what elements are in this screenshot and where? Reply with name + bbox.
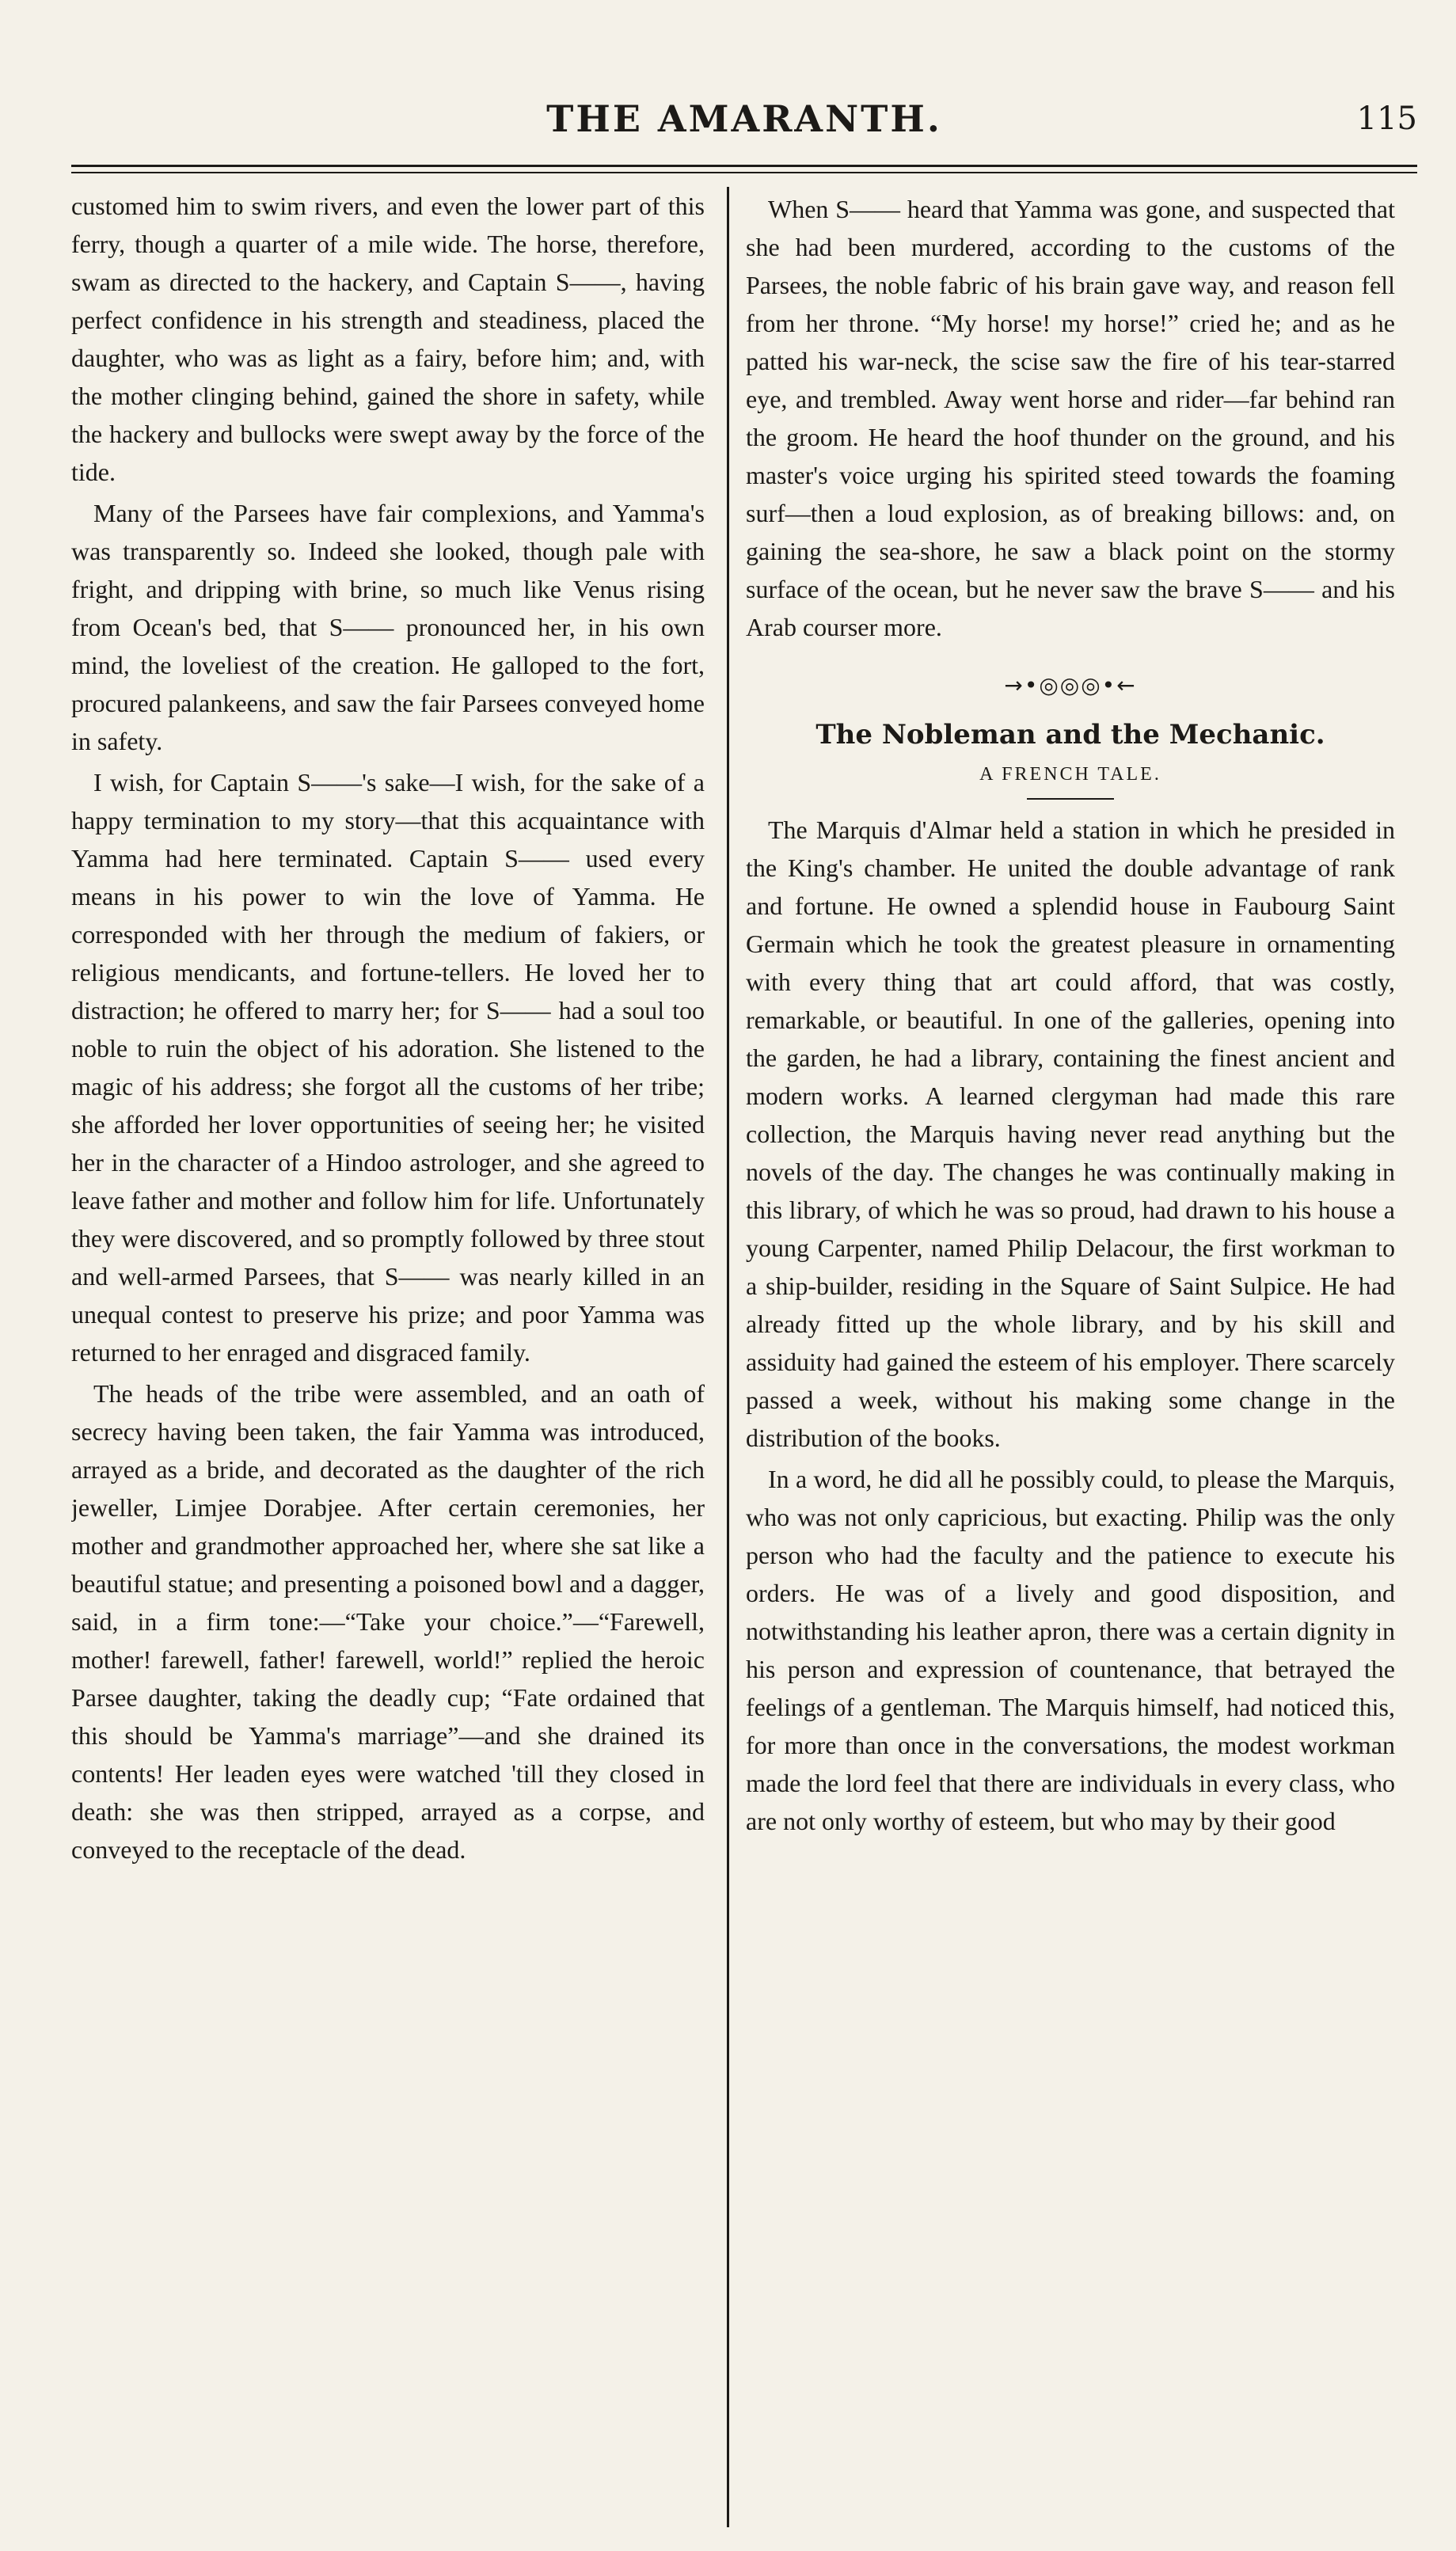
title-rule (1027, 798, 1114, 800)
paragraph: When S—— heard that Yamma was gone, and suspected that she had been murdered, according to the customs of the Parsees, the noble fabric of his brain gave way, and reason fell from her throne. “My horse! my horse!” cried he; and as he patted his war-neck, the scise saw the fire of his tear-starred eye, and trembled. Away went horse and rider—far behind ran the groom. He heard the hoof thunder on the ground, and his master's voice urging his spirited steed towards the foaming surf—then a loud explosion, as of breaking billows: and, on gaining the sea-shore, he saw a black point on the stormy surface of the ocean, but he never saw the brave S—— and his Arab courser more. (746, 195, 1395, 641)
header-double-rule (71, 165, 1417, 176)
paragraph: Many of the Parsees have fair complexions, and Yamma's was transparently so. Indeed she looked, though pale with fright, and dripping with brine, so much like Venus rising from Ocean's bed, that S—— pronounced her, in his own mind, the loveliest of the creation. He galloped to the fort, procured palankeens, and saw the fair Parsees conveyed home in safety. (71, 499, 705, 755)
paragraph-continued: customed him to swim rivers, and even the lower part of this ferry, though a quarter of a mile wide. The horse, therefore, swam as directed to the hackery, and Captain S——, having perfect confidence in his strength and steadiness, placed the daughter, who was as light as a fairy, before him; and, with the mother clinging behind, gained the shore in safety, while the hackery and bullocks were swept away by the force of the tide. (71, 192, 705, 486)
paragraph: The heads of the tribe were assembled, and an oath of secrecy having been taken, the fair Yamma was introduced, arrayed as a bride, and decorated as the daughter of the rich jeweller, Limjee Dorabjee. After certain ceremonies, her mother and grandmother approached her, where she sat like a beautiful statue; and presenting a poisoned bowl and a dagger, said, in a firm tone:—“Take your choice.”—“Farewell, mother! farewell, father! farewell, world!” replied the heroic Parsee daughter, taking the deadly cup; “Fate ordained that this should be Yamma's marriage”—and she drained its contents! Her leaden eyes were watched 'till they closed in death: she was then stripped, arrayed as a corpse, and conveyed to the receptacle of the dead. (71, 1379, 705, 1864)
left-column (71, 187, 705, 2522)
paragraph: I wish, for Captain S——'s sake—I wish, for the sake of a happy termination to my story—that this acquaintance with Yamma had here terminated. Captain S—— used every means in his power to win the love of Yamma. He corresponded with her through the medium of fakiers, or religious mendicants, and fortune-tellers. He loved her to distraction; he offered to marry her; for S—— had a soul too noble to ruin the object of his adoration. She listened to the magic of his address; she forgot all the customs of her tribe; she afforded her lover opportunities of seeing her; he visited her in the character of a Hindoo astrologer, and she agreed to leave father and mother and follow him for life. Unfortunately they were discovered, and so promptly followed by three stout and well-armed Parsees, that S—— was nearly killed in an unequal contest to preserve his prize; and poor Yamma was returned to her enraged and disgraced family. (71, 768, 705, 1367)
story-paragraph: In a word, he did all he possibly could, to please the Marquis, who was not only capricious, but exacting. Philip was the only person who had the faculty and the patience to execute his orders. He was of a lively and good disposition, and notwithstanding his leather apron, there was a certain dignity in his person and expression of countenance, that betrayed the feelings of a gentleman. The Marquis himself, had noticed this, for more than once in the conversations, the modest workman made the lord feel that there are individuals in every class, who are not only worthy of esteem, but who may by their good (746, 1465, 1395, 1835)
right-column (746, 187, 1395, 2522)
story-paragraph: The Marquis d'Almar held a station in which he presided in the King's chamber. He united the double advantage of rank and fortune. He owned a splendid house in Faubourg Saint Germain which he took the greatest pleasure in ornamenting with every thing that art could afford, that was costly, remarkable, or beautiful. In one of the galleries, opening into the garden, he had a library, containing the finest ancient and modern works. A learned clergyman had made this rare collection, the Marquis having never read anything but the novels of the day. The changes he was continually making in this library, of which he was so proud, had drawn to his house a young Carpenter, named Philip Delacour, the first workman to a ship-builder, residing in the Square of Saint Sulpice. He had already fitted up the whole library, and by his skill and assiduity had gained the esteem of his employer. There scarcely passed a week, without his making some change in the distribution of the books. (746, 815, 1395, 1452)
column-divider (727, 187, 729, 2527)
story-title: The Nobleman and the Mechanic. (815, 719, 1325, 751)
story-subtitle: A FRENCH TALE. (979, 764, 1161, 785)
running-head (71, 93, 1417, 165)
section-ornament: →•◎◎◎•← (1004, 672, 1137, 698)
journal-title: THE AMARANTH. (546, 97, 942, 140)
page-number: 115 (1356, 101, 1417, 137)
